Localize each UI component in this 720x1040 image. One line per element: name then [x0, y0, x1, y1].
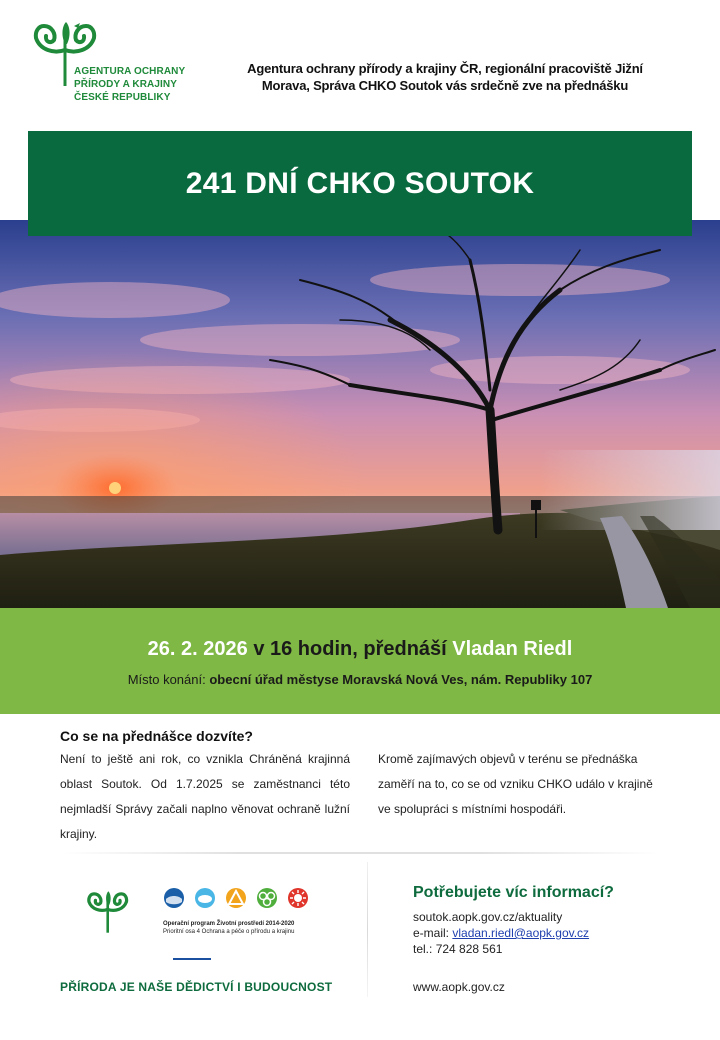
event-time: v 16 hodin, přednáší: [253, 638, 447, 660]
website-link[interactable]: www.aopk.gov.cz: [413, 980, 505, 994]
phone-label: tel.:: [413, 942, 433, 956]
water-drop-icon: [164, 888, 184, 908]
event-details: [0, 638, 720, 661]
cloud-icon: [195, 888, 215, 908]
phone-number: 724 828 561: [435, 942, 503, 956]
op-program-title: Operační program Životní prostředí 2014-2020: [163, 921, 295, 927]
small-leaf-bird-icon: [86, 890, 132, 939]
email-label: e-mail:: [413, 926, 450, 940]
aopk-logo: [28, 18, 208, 118]
info-url-link[interactable]: soutok.aopk.gov.cz/aktuality: [413, 910, 563, 924]
invitation-text: Agentura ochrany přírody a krajiny ČR, regionální pracoviště Jižní Morava, Správa CHKO Soutok vás srdečně zve na přednášku: [247, 61, 643, 93]
logo-line-2: PŘÍRODY A KRAJINY: [74, 79, 178, 90]
logo-line-3: ČESKÉ REPUBLIKY: [74, 92, 171, 103]
about-paragraph-left: Není to ještě ani rok, co vznikla Chráněná krajinná oblast Soutok. Od 1.7.2025 se zaměstnanci této nejmladší Správy začali naplno věnovat ochraně lužní krajiny.: [60, 752, 350, 841]
footer-divider: [367, 862, 368, 997]
logo-line-1: AGENTURA OCHRANY: [74, 66, 186, 77]
section-divider: [60, 852, 660, 854]
info-heading: Potřebujete víc informací?: [413, 884, 614, 901]
about-paragraph-right: Kromě zajímavých objevů v terénu se přednáška zaměří na to, co se od vzniku CHKO událo v krajině ve spolupráci s místními hospodáři.: [378, 752, 653, 816]
sun-icon: [288, 888, 308, 908]
warning-triangle-icon: [226, 888, 246, 908]
title-banner: [28, 131, 692, 236]
email-link[interactable]: vladan.riedl@aopk.gov.cz: [452, 926, 590, 940]
event-date: 26. 2. 2026: [147, 638, 248, 660]
venue-address: obecní úřad městyse Moravská Nová Ves, nám. Republiky 107: [209, 672, 593, 687]
landscape-photo: [0, 220, 720, 608]
event-venue: [0, 672, 720, 687]
slogan: PŘÍRODA JE NAŠE DĚDICTVÍ I BUDOUCNOST: [60, 980, 333, 994]
info-email: [413, 926, 589, 940]
eu-flag-line: [173, 958, 211, 960]
op-icon-row: [162, 886, 312, 917]
about-heading: Co se na přednášce dozvíte?: [60, 728, 253, 744]
op-program-subtitle: Prioritní osa 4 Ochrana a péče o přírodu a krajinu: [163, 929, 295, 935]
info-phone: [413, 942, 502, 956]
event-banner: [0, 608, 720, 714]
op-program-text: [163, 920, 294, 936]
venue-label: Místo konání:: [127, 672, 206, 687]
page-title: 241 DNÍ CHKO SOUTOK: [185, 166, 535, 200]
event-speaker: Vladan Riedl: [452, 638, 573, 660]
tree-circles-icon: [257, 888, 277, 908]
